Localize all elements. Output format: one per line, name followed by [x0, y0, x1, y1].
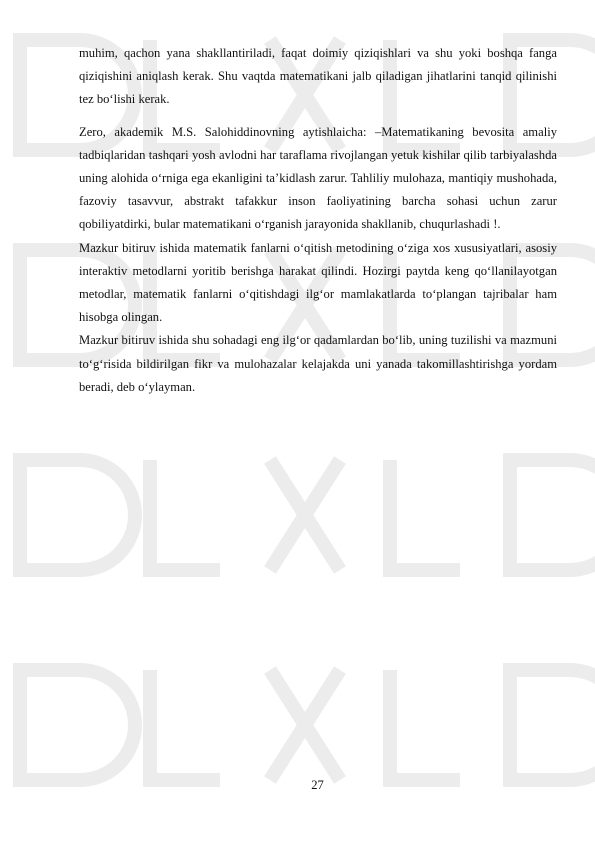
paragraph-3: Mazkur bitiruv ishida matematik fanlarni o‘qitish metodining o‘ziga xos xususiyatlari, asosiy interaktiv metodlarni yoritib berishga harakat qilindi. Hozirgi paytda keng qo‘llanilayotgan metodlar, matematik fanlarni o‘qitishdagi ilg‘or mamlakatlarda to‘plangan tajribalar ham hisobga olingan.: [79, 240, 557, 325]
body-text: [79, 42, 557, 399]
paragraph-gap: [79, 112, 557, 121]
page-number: 27: [311, 778, 324, 792]
paragraph-4: Mazkur bitiruv ishida shu sohadagi eng ilg‘or qadamlardan bo‘lib, uning tuzilishi va mazmuni to‘g‘risida bildirilgan fikr va mulohazalar kelajakda uni yanada takomillashtirishga yordam beradi, deb o‘ylayman.: [79, 333, 557, 394]
paragraph-1: muhim, qachon yana shakllantiriladi, faqat doimiy qiziqishlari va shu yoki boshqa fanga qiziqishini aniqlash kerak. Shu vaqtda matematikani jalb qiladigan jihatlarini tanqid qilinishi tez bo‘lishi kerak.: [79, 46, 557, 107]
paragraph-2: Zero, akademik M.S. Salohiddinovning aytishlaicha: –Matematikaning bevosita amaliy tadbiqlaridan tashqari yosh avlodni har taraflama rivojlangan yetuk kishilar qilib tarbiyalashda uning alohida o‘rniga ega ekanligini ta’kidlash zarur. Tahliliy mulohaza, mantiqiy mushohada, fazoviy tasavvur, abstrakt tafakkur inson faoliyatining barcha sohasi uchun zarur qobiliyatdirki, bular matematikani o‘rganish jarayonida shakllanib, chuqurlashadi !.: [79, 124, 557, 232]
